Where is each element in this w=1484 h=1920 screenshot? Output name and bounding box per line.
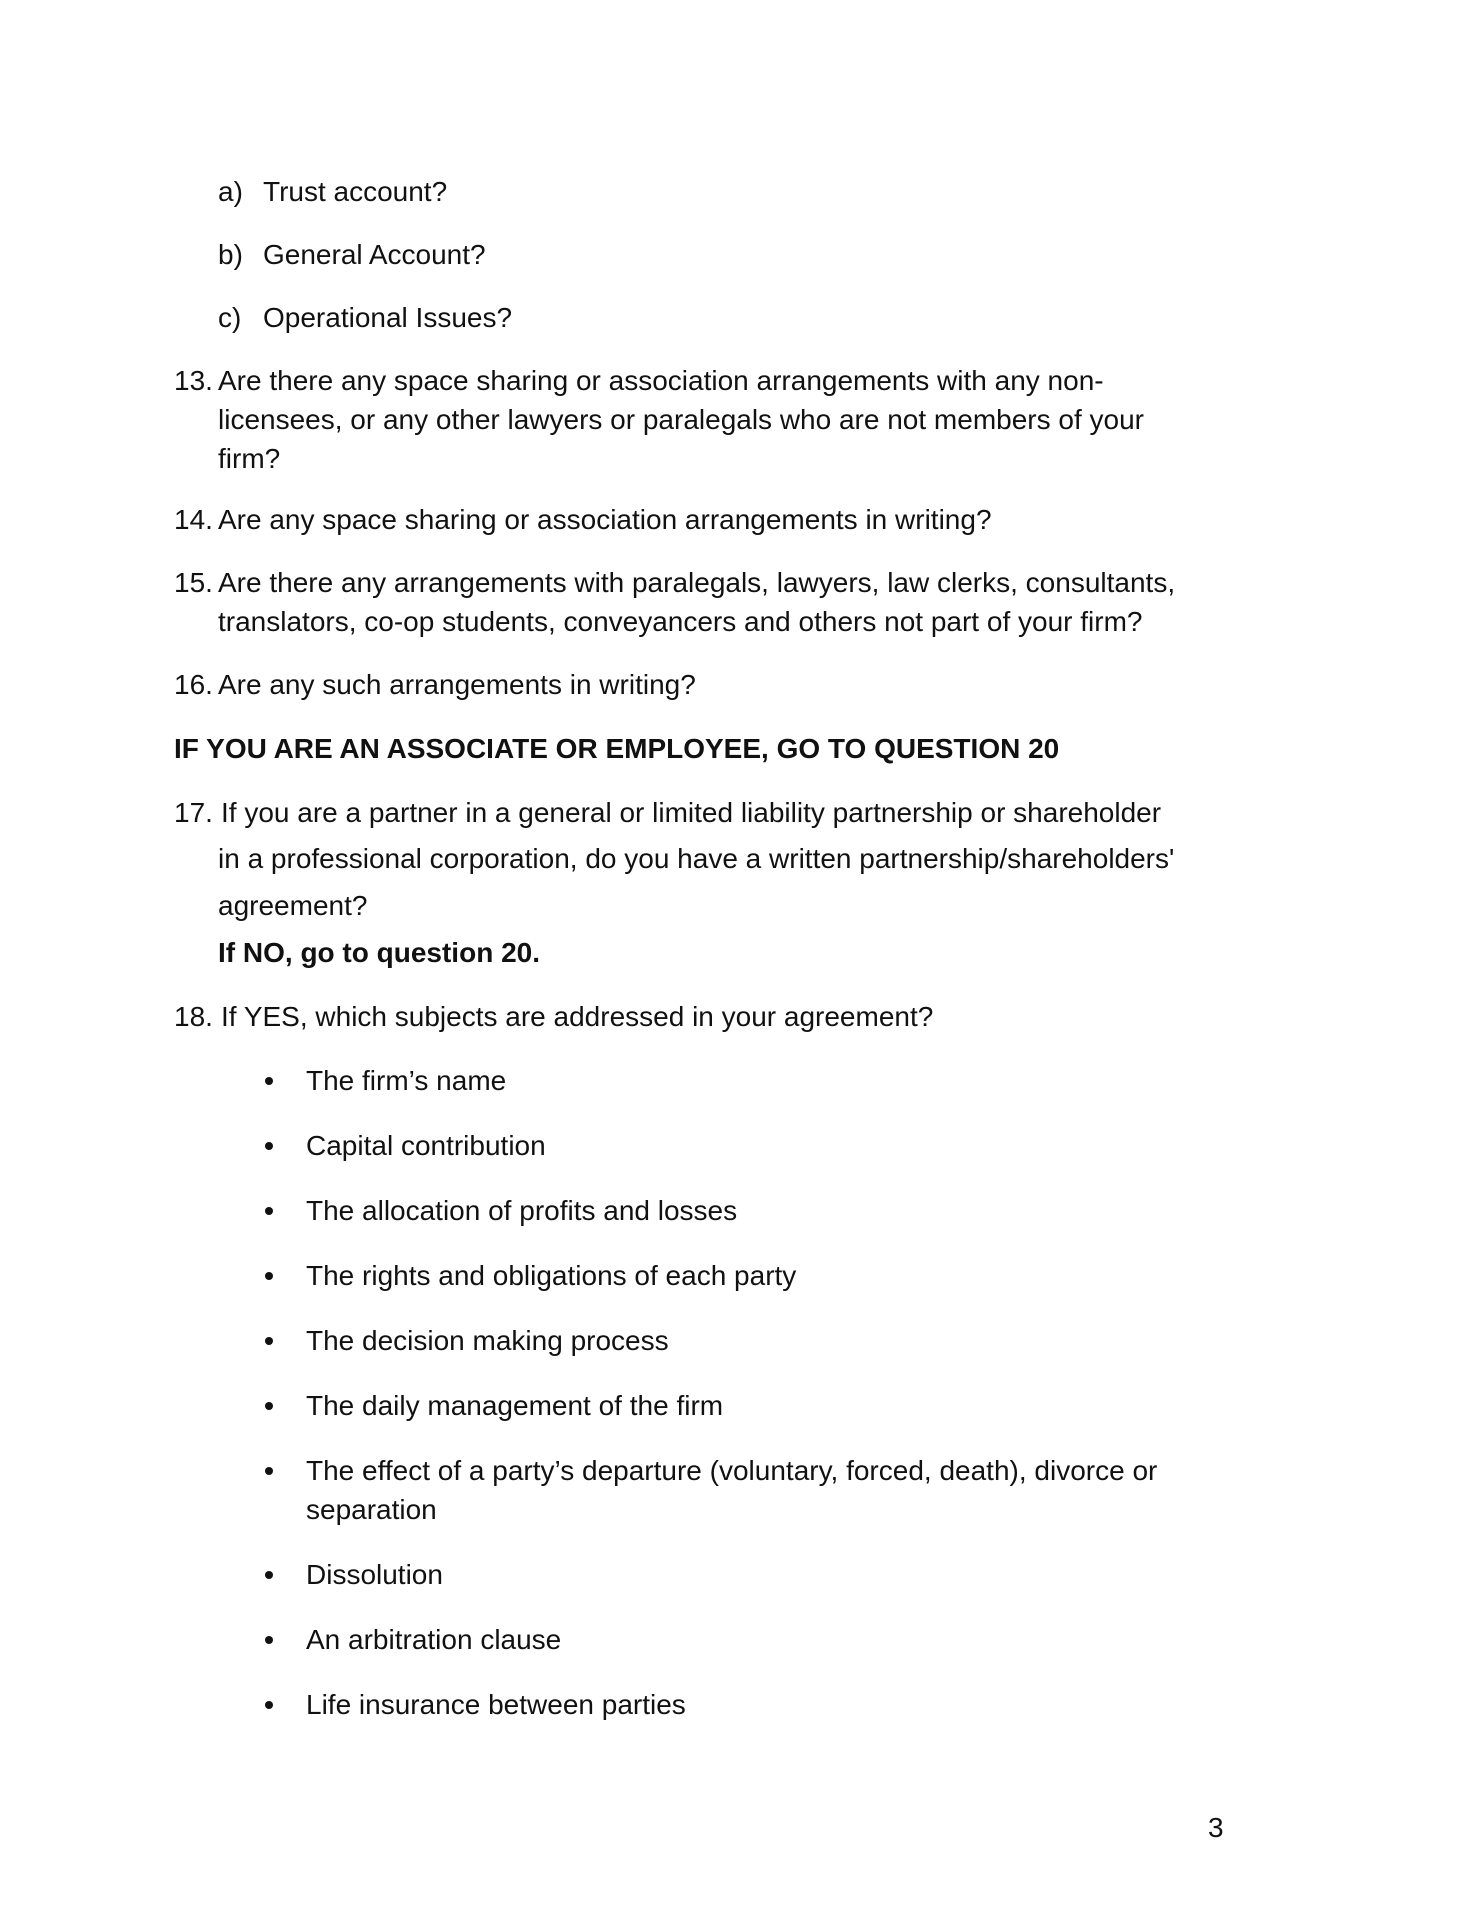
bullet-dot [265, 1272, 273, 1280]
question-17-number: 17. [174, 797, 213, 828]
bullet-dot [265, 1077, 273, 1085]
sub-item-text-b: General Account? [263, 239, 486, 270]
subject-item: The daily management of the firm [306, 1390, 724, 1421]
subject-item: Dissolution [306, 1559, 443, 1590]
question-15-line-1: Are there any arrangements with paralegals, lawyers, law clerks, consultants, [218, 567, 1176, 598]
question-16-text: Are any such arrangements in writing? [218, 669, 696, 700]
associate-instruction-heading: IF YOU ARE AN ASSOCIATE OR EMPLOYEE, GO TO QUESTION 20 [174, 733, 1060, 764]
question-13-line-2: licensees, or any other lawyers or paralegals who are not members of your [218, 404, 1144, 435]
bullet-dot [265, 1402, 273, 1410]
subject-item: Life insurance between parties [306, 1689, 686, 1720]
bullet-dot [265, 1337, 273, 1345]
bullet-dot [265, 1571, 273, 1579]
question-17-line-3: agreement? [218, 890, 368, 921]
subject-item-continuation: separation [306, 1494, 437, 1525]
bullet-dot [265, 1636, 273, 1644]
subject-item: The rights and obligations of each party [306, 1260, 797, 1291]
question-13-number: 13. [174, 365, 213, 396]
question-16-number: 16. [174, 669, 213, 700]
page-number: 3 [1208, 1812, 1224, 1843]
question-13-line-1: Are there any space sharing or association arrangements with any non- [218, 365, 1104, 396]
subject-item: The allocation of profits and losses [306, 1195, 738, 1226]
subject-item: The firm’s name [306, 1065, 507, 1096]
bullet-dot [265, 1207, 273, 1215]
bullet-dot [265, 1467, 273, 1475]
sub-item-marker-b: b) [218, 239, 243, 270]
question-17-note: If NO, go to question 20. [218, 937, 540, 968]
bullet-dot [265, 1142, 273, 1150]
subject-item: Capital contribution [306, 1130, 546, 1161]
sub-item-marker-a: a) [218, 176, 243, 207]
bullet-dot [265, 1701, 273, 1709]
sub-item-text-a: Trust account? [263, 176, 448, 207]
sub-item-marker-c: c) [218, 302, 242, 333]
sub-item-text-c: Operational Issues? [263, 302, 513, 333]
question-13-line-3: firm? [218, 443, 281, 474]
subject-item: The effect of a party’s departure (voluntary, forced, death), divorce or [306, 1455, 1158, 1486]
question-17-line-1: If you are a partner in a general or limited liability partnership or shareholder [221, 797, 1162, 828]
question-18-text: If YES, which subjects are addressed in your agreement? [221, 1001, 934, 1032]
question-18-number: 18. [174, 1001, 213, 1032]
question-15-line-2: translators, co-op students, conveyancers and others not part of your firm? [218, 606, 1143, 637]
question-14-number: 14. [174, 504, 213, 535]
question-14-text: Are any space sharing or association arrangements in writing? [218, 504, 992, 535]
subject-item: An arbitration clause [306, 1624, 562, 1655]
question-15-number: 15. [174, 567, 213, 598]
subject-item: The decision making process [306, 1325, 669, 1356]
question-17-line-2: in a professional corporation, do you have a written partnership/shareholders' [218, 843, 1175, 874]
